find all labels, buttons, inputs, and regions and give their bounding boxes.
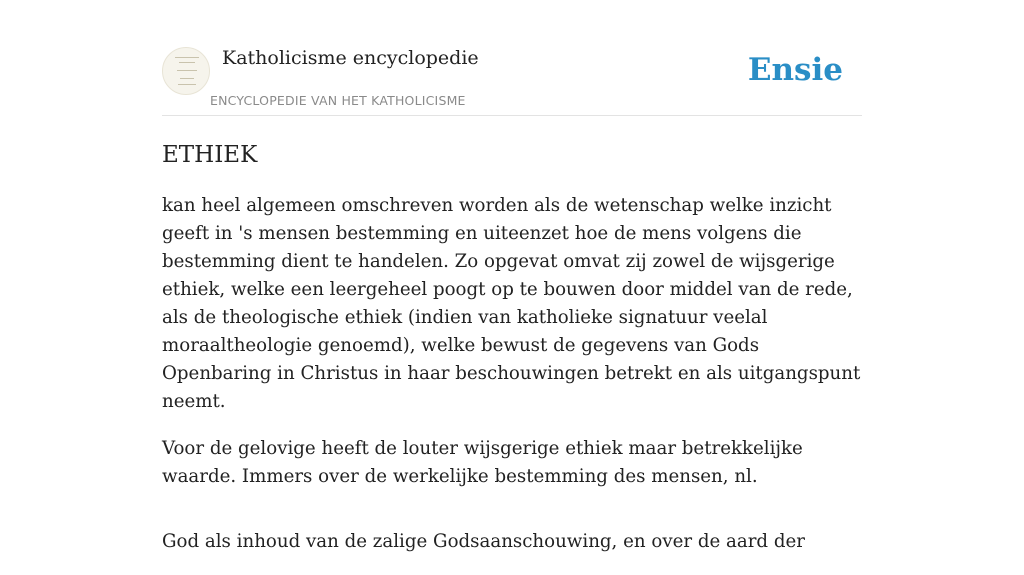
site-subtitle: ENCYCLOPEDIE VAN HET KATHOLICISME [210, 93, 466, 108]
site-title[interactable]: Katholicisme encyclopedie [222, 47, 479, 69]
article-title: ETHIEK [162, 142, 258, 168]
article-body [162, 192, 862, 575]
article-paragraph: Voor de gelovige heeft de louter wijsgerige ethiek maar betrekkelijke waarde. Immers over de werkelijke bestemming des mensen, nl. [162, 438, 803, 487]
content-container [162, 0, 862, 552]
ensie-logo-link[interactable]: Ensie [747, 52, 843, 88]
site-header [162, 0, 862, 116]
article-paragraph: kan heel algemeen omschreven worden als de wetenschap welke inzicht geeft in 's mensen bestemming en uiteenzet hoe de mens volgens die bestemming dient te handelen. Zo opgevat omvat zij zowel de wijsgerige ethiek, welke een leergeheel poogt op te bouwen door middel van de rede, als de theologische ethiek (indien van katholieke signatuur veelal moraaltheologie genoemd), welke bewust de gegevens van Gods Openbaring in Christus in haar beschouwingen betrekt en als uitgangspunt neemt. [162, 195, 861, 412]
book-cover-icon[interactable] [162, 47, 210, 95]
article-paragraph: God als inhoud van de zalige Godsaanschouwing, en over de aard der [162, 531, 805, 552]
